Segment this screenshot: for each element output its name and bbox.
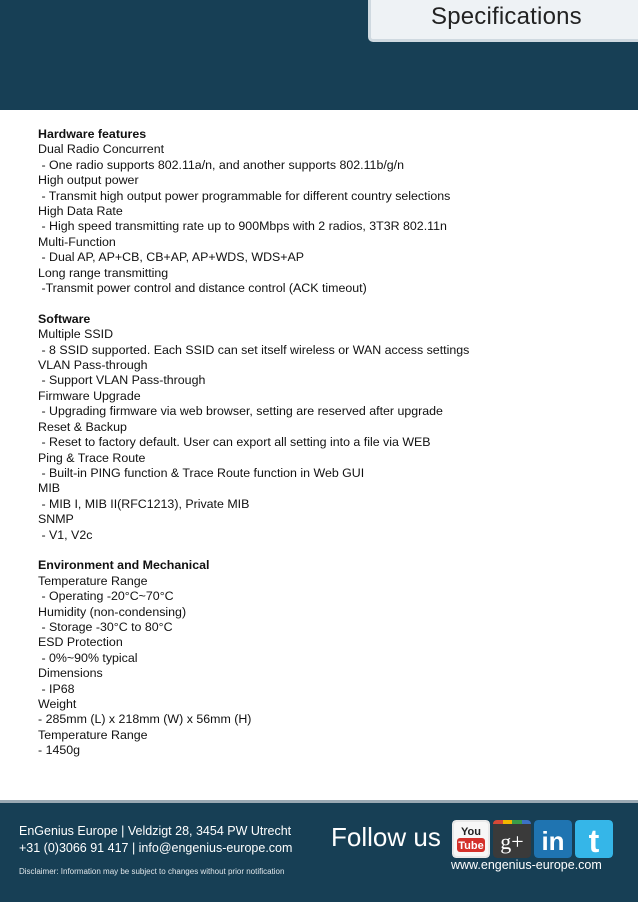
spec-line: - IP68 bbox=[38, 681, 75, 696]
spec-line: - One radio supports 802.11a/n, and another supports 802.11b/g/n bbox=[38, 157, 405, 172]
spec-line: - 0%~90% typical bbox=[38, 650, 138, 665]
twitter-icon[interactable] bbox=[575, 820, 613, 858]
follow-us-label: Follow us bbox=[331, 822, 441, 852]
spec-line: - Upgrading firmware via web browser, setting are reserved after upgrade bbox=[38, 404, 443, 419]
spec-line: - Built-in PING function & Trace Route function in Web GUI bbox=[38, 465, 365, 480]
spec-line: MIB bbox=[38, 481, 61, 496]
spec-line: - 285mm (L) x 218mm (W) x 56mm (H) bbox=[38, 712, 252, 727]
spec-line: Multi-Function bbox=[38, 234, 116, 249]
spec-line: Firmware Upgrade bbox=[38, 388, 141, 403]
youtube-icon[interactable] bbox=[452, 820, 490, 858]
spec-line: -Transmit power control and distance control (ACK timeout) bbox=[38, 281, 367, 296]
spec-line: Temperature Range bbox=[38, 573, 148, 588]
spec-line: Humidity (non-condensing) bbox=[38, 604, 187, 619]
section-title: Environment and Mechanical bbox=[38, 558, 210, 573]
footer-disclaimer: Disclaimer: Information may be subject to changes without prior notification bbox=[19, 867, 285, 876]
spec-line: - Transmit high output power programmable for different country selections bbox=[38, 188, 451, 203]
spec-line: Dual Radio Concurrent bbox=[38, 142, 165, 157]
specifications-content bbox=[38, 127, 618, 774]
spec-line: Reset & Backup bbox=[38, 419, 127, 434]
spec-line: Multiple SSID bbox=[38, 327, 114, 342]
spec-line: - High speed transmitting rate up to 900Mbps with 2 radios, 3T3R 802.11n bbox=[38, 219, 447, 234]
twitter-text: t bbox=[588, 823, 600, 858]
spec-line: Temperature Range bbox=[38, 727, 148, 742]
google-plus-text: g+ bbox=[500, 829, 524, 854]
spec-line: Long range transmitting bbox=[38, 265, 169, 280]
youtube-you-text: You bbox=[461, 826, 481, 838]
spec-line: ESD Protection bbox=[38, 635, 123, 650]
spec-line: - Support VLAN Pass-through bbox=[38, 373, 206, 388]
spec-line: - 1450g bbox=[38, 743, 81, 758]
footer-contact[interactable]: +31 (0)3066 91 417 | info@engenius-europe.com bbox=[19, 841, 293, 855]
footer-company-address: EnGenius Europe | Veldzigt 28, 3454 PW Utrecht bbox=[19, 824, 292, 838]
spec-line: - MIB I, MIB II(RFC1213), Private MIB bbox=[38, 496, 250, 511]
section-title: Hardware features bbox=[38, 127, 147, 141]
spec-line: - V1, V2c bbox=[38, 527, 93, 542]
spec-line: High output power bbox=[38, 173, 139, 188]
linkedin-icon[interactable] bbox=[534, 820, 572, 858]
section-environment-and-mechanical bbox=[38, 558, 618, 758]
spec-line: SNMP bbox=[38, 512, 74, 527]
youtube-tube-text: Tube bbox=[458, 840, 484, 852]
page-title: Specifications bbox=[431, 3, 582, 30]
spec-line: - Reset to factory default. User can export all setting into a file via WEB bbox=[38, 435, 431, 450]
linkedin-text: in bbox=[541, 826, 565, 856]
title-tab bbox=[368, 0, 638, 42]
spec-line: - Storage -30°C to 80°C bbox=[38, 619, 173, 634]
website-link[interactable]: www.engenius-europe.com bbox=[451, 858, 602, 872]
spec-line: Weight bbox=[38, 697, 77, 711]
spec-line: Ping & Trace Route bbox=[38, 450, 146, 465]
spec-line: Dimensions bbox=[38, 666, 103, 681]
spec-line: - Dual AP, AP+CB, CB+AP, AP+WDS, WDS+AP bbox=[38, 250, 305, 265]
section-software bbox=[38, 312, 618, 543]
spec-line: VLAN Pass-through bbox=[38, 358, 148, 373]
spec-line: High Data Rate bbox=[38, 204, 123, 219]
section-hardware-features bbox=[38, 127, 618, 296]
spec-line: - Operating -20°C~70°C bbox=[38, 589, 174, 604]
footer bbox=[0, 800, 638, 902]
google-plus-icon[interactable] bbox=[493, 820, 531, 858]
spec-line: - 8 SSID supported. Each SSID can set itself wireless or WAN access settings bbox=[38, 342, 470, 357]
section-title: Software bbox=[38, 311, 91, 326]
